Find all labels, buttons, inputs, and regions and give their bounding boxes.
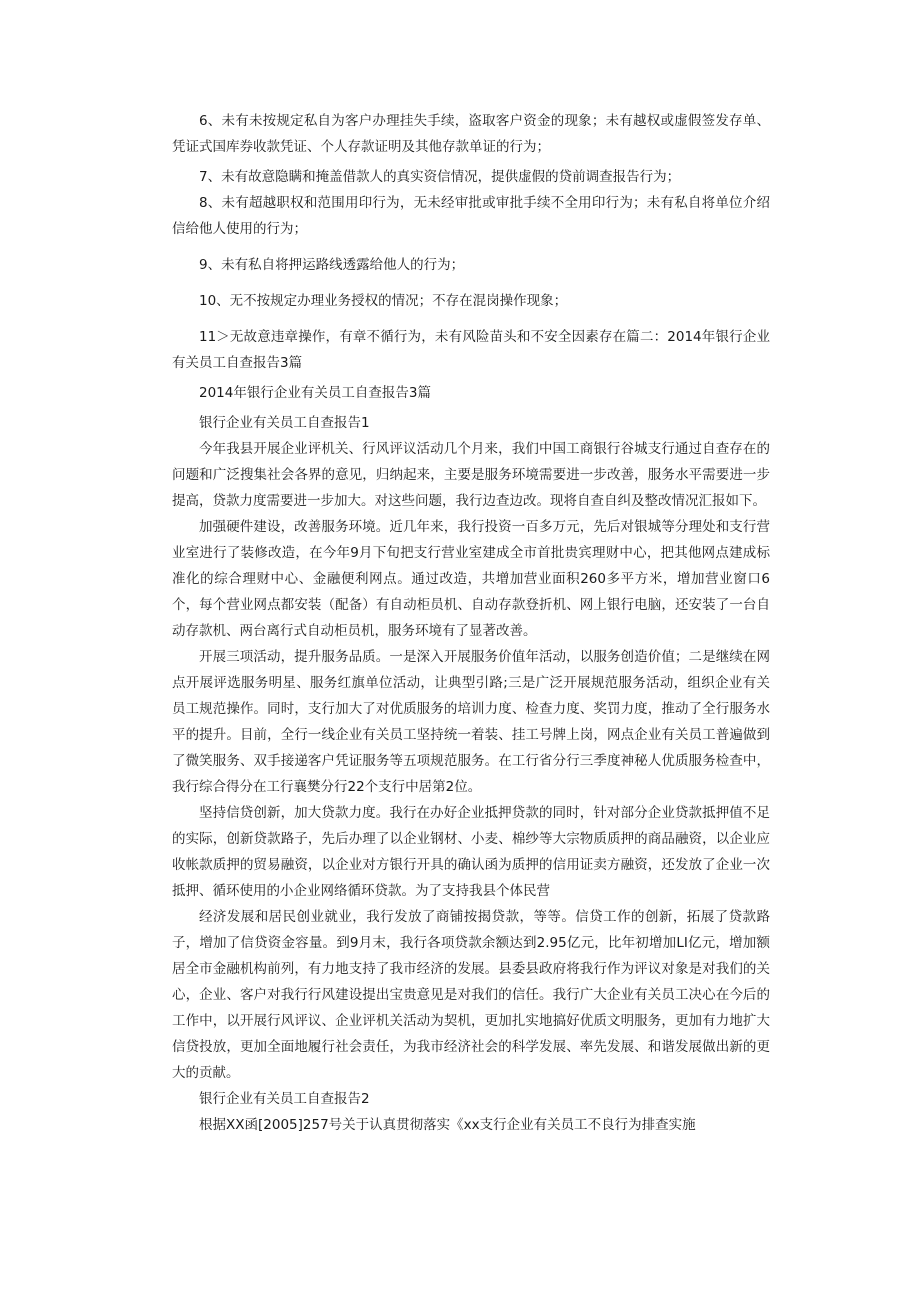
paragraph-item-9: 9、未有私自将押运路线透露给他人的行为； — [199, 257, 465, 273]
report-1-hardware: 加强硬件建设，改善服务环境。近几年来，我行投资一百多万元，先后对银城等分理处和支行营业室进行了装修改造，在今年9月下旬把支行营业室建成全市首批贵宾理财中心，把其他网点建成标准化的综合理财中心、金融便利网点。通过改造，共增加营业面积260多平方米，增加营业窗口6个，每个营业网点都安装（配备）有自动柜员机、自动存款登折机、网上银行电脑，还安装了一台自动存款机、两台离行式自动柜员机，服务环境有了显著改善。 — [172, 519, 770, 639]
paragraph-item-6: 6、未有未按规定私自为客户办理挂失手续，盗取客户资金的现象；未有越权或虚假签发存单、凭证式国库券收款凭证、个人存款证明及其他存款单证的行为； — [172, 113, 770, 155]
report-2-intro: 根据XX函[2005]257号关于认真贯彻落实《xx支行企业有关员工不良行为排查实施 — [199, 1117, 696, 1133]
report-1-development: 经济发展和居民创业就业，我行发放了商铺按揭贷款，等等。信贷工作的创新，拓展了贷款路子，增加了信贷资金容量。到9月末，我行各项贷款余额达到2.95亿元，比年初增加LI亿元，增加额居全市金融机构前列，有力地支持了我市经济的发展。县委县政府将我行作为评议对象是对我们的关心，企业、客户对我行行风建设提出宝贵意见是对我们的信任。我行广大企业有关员工决心在今后的工作中，以开展行风评议、企业评机关活动为契机，更加扎实地搞好优质文明服务，更加有力地扩大信贷投放，更加全面地履行社会责任，为我市经济社会的科学发展、率先发展、和谐发展做出新的更大的贡献。 — [172, 909, 770, 1081]
report-1-activities: 开展三项活动，提升服务品质。一是深入开展服务价值年活动，以服务创造价值；二是继续在网点开展评选服务明星、服务红旗单位活动，让典型引路;三是广泛开展规范服务活动，组织企业有关员工规范操作。同时，支行加大了对优质服务的培训力度、检查力度、奖罚力度，推动了全行服务水平的提升。目前，全行一线企业有关员工坚持统一着装、挂工号牌上岗，网点企业有关员工普遍做到了微笑服务、双手接递客户凭证服务等五项规范服务。在工行省分行三季度神秘人优质服务检查中，我行综合得分在工行襄樊分行22个支行中居第2位。 — [172, 649, 770, 795]
report-2-heading: 银行企业有关员工自查报告2 — [199, 1091, 370, 1107]
paragraph-item-7: 7、未有故意隐瞒和掩盖借款人的真实资信情况，提供虚假的贷前调查报告行为； — [199, 169, 681, 185]
document-page — [172, 108, 770, 1138]
paragraph-item-10: 10、无不按规定办理业务授权的情况；不存在混岗操作现象； — [199, 293, 568, 309]
paragraph-item-8: 8、未有超越职权和范围用印行为，无未经审批或审批手续不全用印行为；未有私自将单位介绍信给他人使用的行为； — [172, 195, 770, 237]
report-1-intro: 今年我县开展企业评机关、行风评议活动几个月来，我们中国工商银行谷城支行通过自查存在的问题和广泛搜集社会各界的意见，归纳起来，主要是服务环境需要进一步改善，服务水平需要进一步提高，贷款力度需要进一步加大。对这些问题，我行边查边改。现将自查自纠及整改情况汇报如下。 — [172, 441, 770, 509]
report-1-credit: 坚持信贷创新，加大贷款力度。我行在办好企业抵押贷款的同时，针对部分企业贷款抵押值不足的实际，创新贷款路子，先后办理了以企业钢材、小麦、棉纱等大宗物质质押的商品融资，以企业应收帐款质押的贸易融资，以企业对方银行开具的确认函为质押的信用证卖方融资，还发放了企业一次抵押、循环使用的小企业网络循环贷款。为了支持我县个体民营 — [172, 805, 770, 899]
report-1-heading: 银行企业有关员工自查报告1 — [199, 415, 370, 431]
report-collection-title: 2014年银行企业有关员工自查报告3篇 — [199, 385, 431, 401]
paragraph-item-11: 11＞无故意违章操作，有章不循行为，未有风险苗头和不安全因素存在篇二：2014年银行企业有关员工自查报告3篇 — [172, 329, 770, 371]
